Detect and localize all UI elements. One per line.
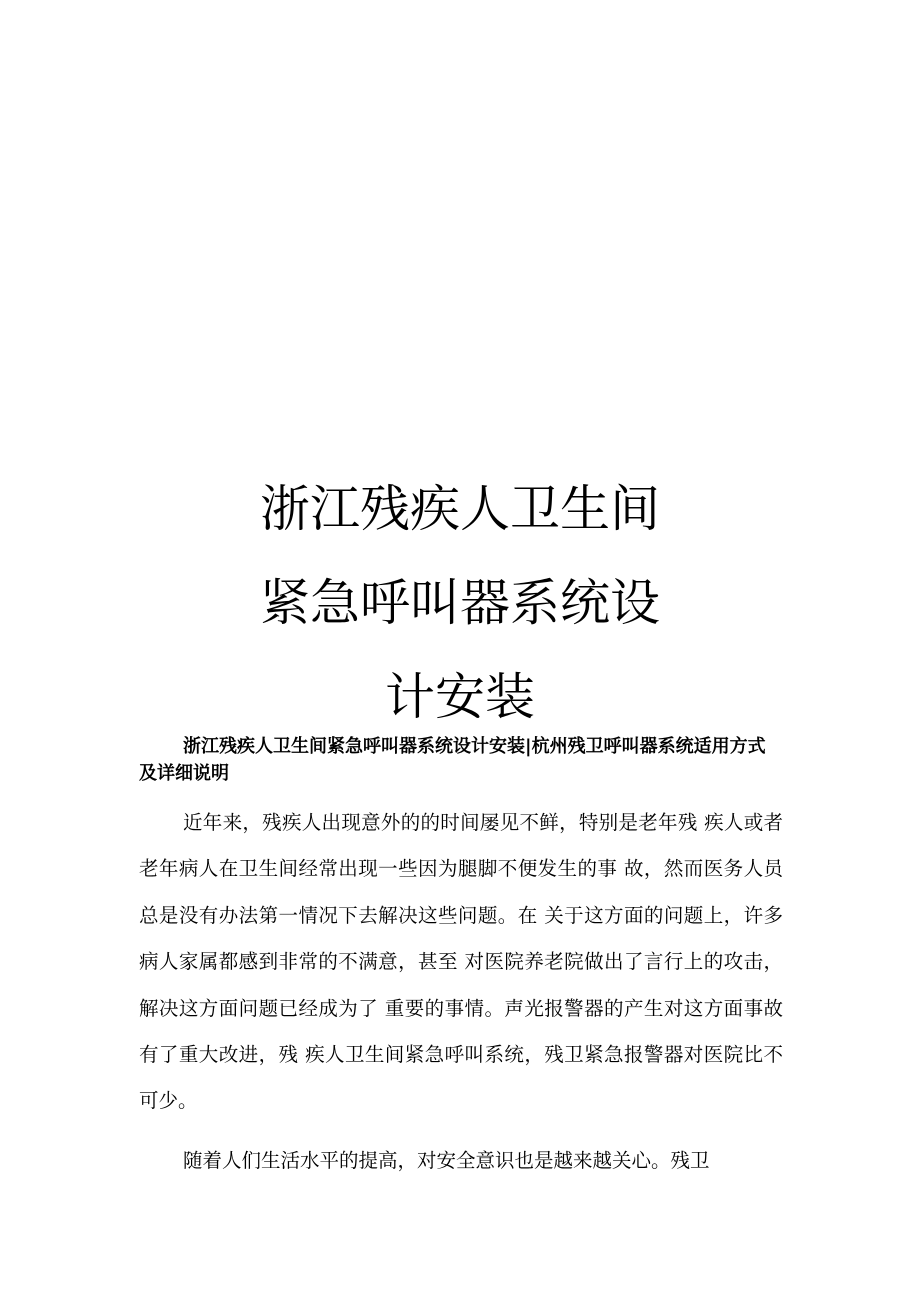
document-title [0,462,920,744]
title-line-2: 紧急呼叫器系统设 [260,574,660,632]
title-line-1: 浙江残疾人卫生间 [260,480,660,538]
title-line-3: 计安装 [385,668,535,726]
document-subtitle: 浙江残疾人卫生间紧急呼叫器系统设计安装|杭州残卫呼叫器系统适用方式及详细说明 [139,736,766,784]
body-paragraph-1: 近年来，残疾人出现意外的的时间屡见不鲜，特别是老年残 疾人或者老年病人在卫生间经常出现一些因为腿脚不便发生的事 故，然而医务人员总是没有办法第一情况下去解决这些问题。在 关于这方面的问题上，许多病人家属都感到非常的不满意，甚至 对医院养老院做出了言行上的攻击，解决这方面问题已经成为了 重要的事情。声光报警器的产生对这方面事故有了重大改进，残 疾人卫生间紧急呼叫系统，残卫紧急报警器对医院比不可少。 [139,811,783,1113]
body-paragraph-2: 随着人们生活水平的提高，对安全意识也是越来越关心。残卫 [183,1149,710,1172]
